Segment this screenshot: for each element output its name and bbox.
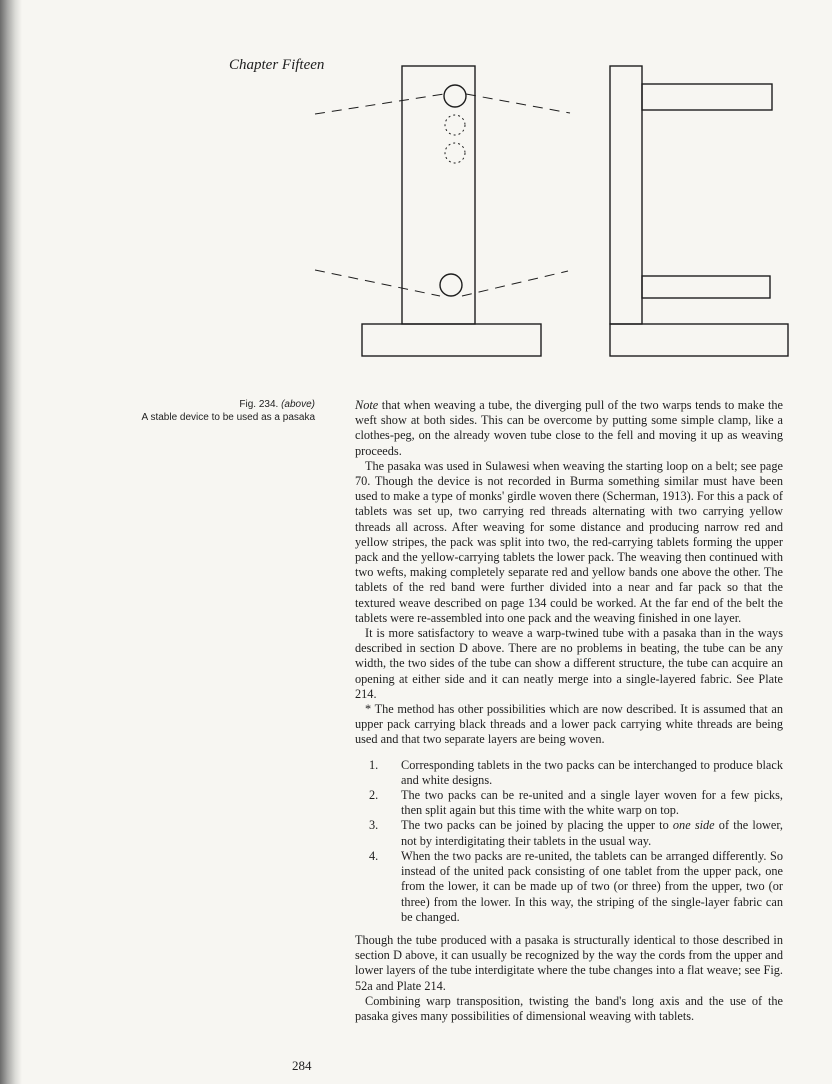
list-item xyxy=(355,788,783,818)
pasaka-device-illustration xyxy=(300,58,795,363)
list-text: When the two packs are re-united, the tablets can be arranged differently. So instead of the united pack consisting of one tablet from the upper pack, one from the lower, it can be made up of two (or three) from the upper, two (or three) from the lower. In this way, the striping of the single-layer fabric can be changed. xyxy=(401,848,783,924)
upper-side-arm xyxy=(642,84,772,110)
figure-position: (above) xyxy=(281,399,315,410)
list-number: 3. xyxy=(369,818,379,833)
list-text: The two packs can be re-united and a single layer woven for a few picks, then split again but this time with the white warp on top. xyxy=(401,788,783,818)
list-text-part: of the lower, not by interdigitating their tablets in the usual way. xyxy=(401,818,783,848)
upper-hole xyxy=(444,85,466,107)
dotted-hole-1 xyxy=(445,115,465,135)
front-upright-post xyxy=(402,66,475,324)
list-text-emphasis: one side xyxy=(672,818,715,833)
figure-number: Fig. 234. xyxy=(239,399,279,410)
list-number: 1. xyxy=(369,757,379,772)
paragraph-3: It is more satisfactory to weave a warp-twined tube with a pasaka than in the ways described in section D above. There are no problems in beating, the tube can be any width, the two sides of the tube can show a different structure, the tube can acquire an opening at either side and it can neatly merge into a single-layered fabric. See Plate 214. xyxy=(355,626,783,701)
figure-caption-text: A stable device to be used as a pasaka xyxy=(141,412,315,423)
figure-caption xyxy=(96,398,315,424)
paragraph-1-text: that when weaving a tube, the diverging pull of the two warps tends to make the weft show at both sides. This can be overcome by putting some simple clamp, like a clothes-peg, on the already woven tube close to the fell and moving it up as weaving proceeds. xyxy=(355,398,783,458)
figure-label xyxy=(96,398,315,411)
side-upright-post xyxy=(610,66,642,324)
page-edge-shadow xyxy=(0,0,22,1084)
numbered-list xyxy=(355,758,783,925)
list-item xyxy=(355,818,783,848)
side-base xyxy=(610,324,788,356)
list-number: 4. xyxy=(369,848,379,863)
upper-warp-lines xyxy=(315,94,570,114)
lower-warp-lines xyxy=(315,270,568,296)
paragraph-6: Combining warp transposition, twisting the band's long axis and the use of the pasaka gives many possibilities of dimensional weaving with tablets. xyxy=(355,993,783,1023)
list-item xyxy=(355,849,783,925)
paragraph-4: * The method has other possibilities which are now described. It is assumed that an upper pack carrying black threads and a lower pack carrying white threads are being used and that two separate layers are being woven. xyxy=(355,702,783,747)
list-text-part: The two packs can be joined by placing the upper to xyxy=(401,818,673,833)
list-item xyxy=(355,758,783,788)
dotted-hole-2 xyxy=(445,143,465,163)
lower-side-arm xyxy=(642,276,770,298)
paragraph-2: The pasaka was used in Sulawesi when weaving the starting loop on a belt; see page 70. Though the device is not recorded in Burma something similar must have been used to make a type of monks' girdle woven there (Scherman, 1913). For this a pack of tablets was set up, two carrying red threads alternating with two carrying yellow threads all across. After weaving for some distance and producing narrow red and yellow stripes, the pack was split into two, the red-carrying tablets forming the upper pack and the yellow-carrying tablets the lower pack. The weaving then continued with two wefts, making completely separate red and yellow bands one above the other. The tablets of the red band were further divided into a near and far pack so that the textured weave described on page 134 could be worked. At the far end of the belt the tablets were re-assembled into one pack and the weaving finished in one layer. xyxy=(355,458,783,625)
page-number: 284 xyxy=(292,1058,312,1073)
paragraph-1 xyxy=(355,398,783,459)
note-word: Note xyxy=(355,398,379,412)
chapter-heading: Chapter Fifteen xyxy=(229,57,325,73)
list-number: 2. xyxy=(369,788,379,803)
list-text xyxy=(401,818,783,848)
body-text xyxy=(355,398,783,1024)
front-base xyxy=(362,324,541,356)
list-text: Corresponding tablets in the two packs can be interchanged to produce black and white designs. xyxy=(401,757,783,787)
paragraph-5: Though the tube produced with a pasaka is structurally identical to those described in section D above, it can usually be recognized by the way the cords from the upper and lower layers of the tube interdigitate where the tube changes into a flat weave; see Fig. 52a and Plate 214. xyxy=(355,932,783,993)
lower-hole xyxy=(440,274,462,296)
